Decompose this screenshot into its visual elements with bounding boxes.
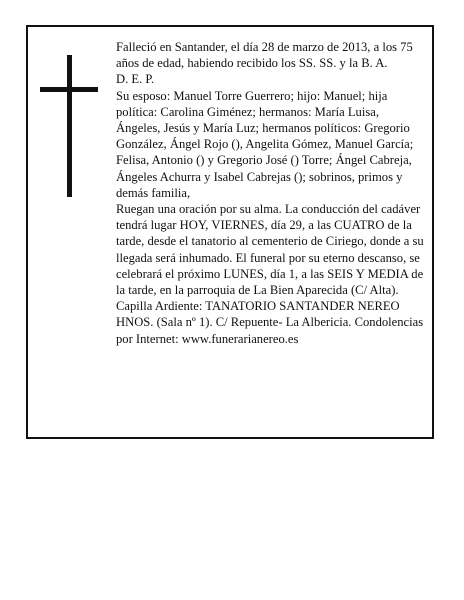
death-announcement: Falleció en Santander, el día 28 de marzo de 2013, a los 75 años de edad, habiendo recibido los SS. SS. y la B. A. <box>116 40 413 71</box>
cross-icon <box>40 55 98 197</box>
cross-vertical-bar <box>67 55 72 197</box>
family-list: Su esposo: Manuel Torre Guerrero; hijo: Manuel; hija política: Carolina Giménez; hermanos: María Luisa, Ángeles, Jesús y María Luz; hermanos políticos: Gregorio González, Ángel Rojo (), Angelita Gómez, Manuel García; Felisa, Antonio () y Gregorio José () Torre; Ángel Cabreja, Ángeles Achurra y Isabel Cabrejas (); sobrinos, primos y demás familia, <box>116 88 414 200</box>
obituary-notice <box>26 25 434 439</box>
rest-in-peace: D. E. P. <box>116 72 155 87</box>
funeral-details: Ruegan una oración por su alma. La conducción del cadáver tendrá lugar HOY, VIERNES, día 29, a las CUATRO de la tarde, desde el tanatorio al cementerio de Ciriego, donde a su llegada será inhumado. El funeral por su eterno descanso, se celebrará el próximo LUNES, día 1, a las SEIS Y MEDIA de la tarde, en la parroquia de La Bien Aparecida (C/ Alta). Capilla Ardiente: TANATORIO SANTANDER NEREO HNOS. (Sala nº 1). C/ Repuente- La Albericia. Condolencias por Internet: www.funerarianereo.es <box>116 202 424 346</box>
cross-horizontal-bar <box>40 87 98 92</box>
notice-text <box>116 39 426 347</box>
